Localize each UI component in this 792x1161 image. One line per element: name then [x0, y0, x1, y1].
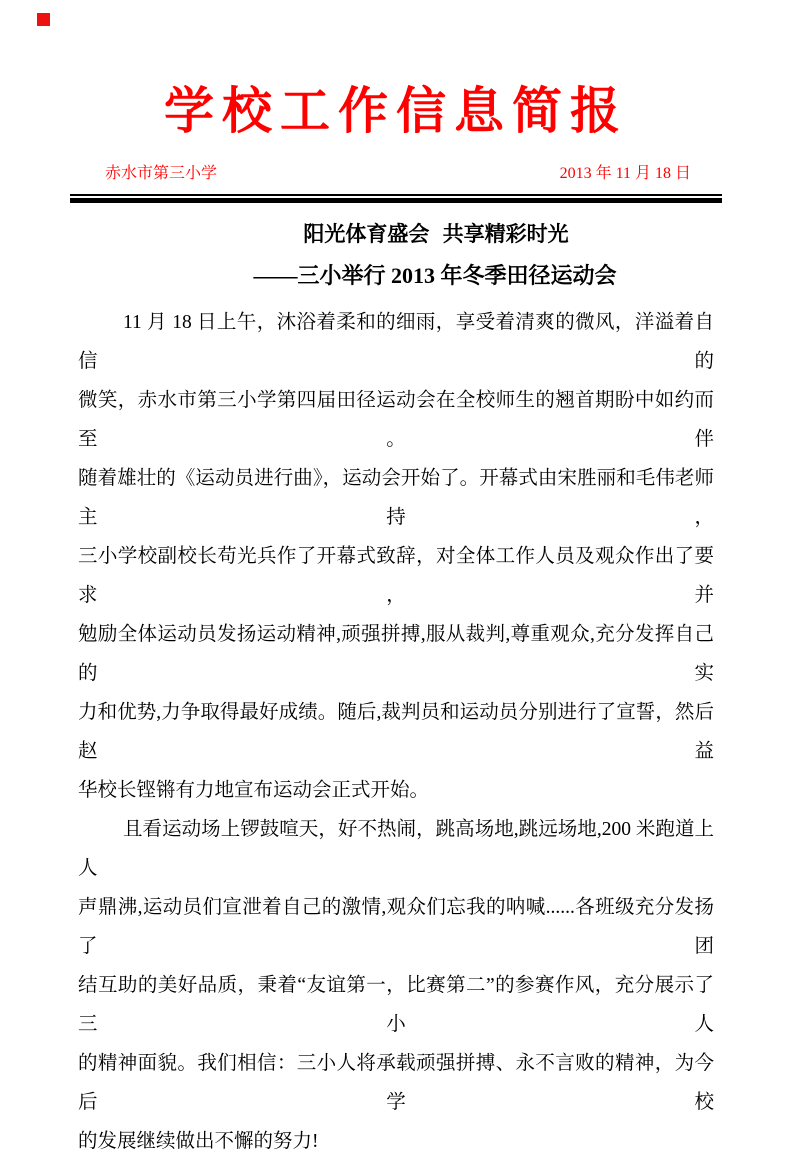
body-line: 的精神面貌。我们相信：三小人将承载顽强拼搏、永不言败的精神，为今后学校	[78, 1053, 714, 1113]
masthead-title: 学校工作信息简报	[164, 83, 628, 139]
article	[0, 221, 792, 1161]
body-line: 华校长铿锵有力地宣布运动会正式开始。	[78, 780, 430, 801]
body-line: 声鼎沸,运动员们宣泄着自己的激情,观众们忘我的呐喊......各班级充分发扬了团	[78, 897, 714, 957]
article-title: 阳光体育盛会 共享精彩时光	[303, 222, 569, 246]
article-subtitle: ——三小举行 2013 年冬季田径运动会	[253, 263, 617, 288]
body-line: 随着雄壮的《运动员进行曲》，运动会开始了。开幕式由宋胜丽和毛伟老师主持，	[78, 468, 714, 528]
body-line: 力和优势,力争取得最好成绩。随后,裁判员和运动员分别进行了宣誓，然后赵益	[78, 702, 714, 762]
body-line: 且看运动场上锣鼓喧天，好不热闹，跳高场地,跳远场地,200 米跑道上人	[78, 819, 714, 879]
body-line: 三小学校副校长苟光兵作了开幕式致辞，对全体工作人员及观众作出了要求，并	[78, 546, 714, 606]
issue-date: 2013 年 11 月 18 日	[559, 165, 691, 182]
body-line: 结互助的美好品质，秉着“友谊第一，比赛第二”的参赛作风，充分展示了三小人	[78, 975, 714, 1035]
body-line: 微笑，赤水市第三小学第四届田径运动会在全校师生的翘首期盼中如约而至。伴	[78, 390, 714, 450]
body-line: 11 月 18 日上午，沐浴着柔和的细雨，享受着清爽的微风，洋溢着自信的	[78, 312, 714, 372]
masthead-divider	[70, 194, 722, 203]
school-name: 赤水市第三小学	[105, 165, 218, 182]
divider-thick-line	[70, 198, 722, 203]
red-square-marker	[37, 13, 50, 26]
body-line: 勉励全体运动员发扬运动精神,顽强拼搏,服从裁判,尊重观众,充分发挥自己的实	[78, 624, 714, 684]
masthead-info-row	[78, 164, 714, 184]
article-body	[78, 303, 714, 1161]
body-line: 的发展继续做出不懈的努力!	[78, 1131, 319, 1152]
